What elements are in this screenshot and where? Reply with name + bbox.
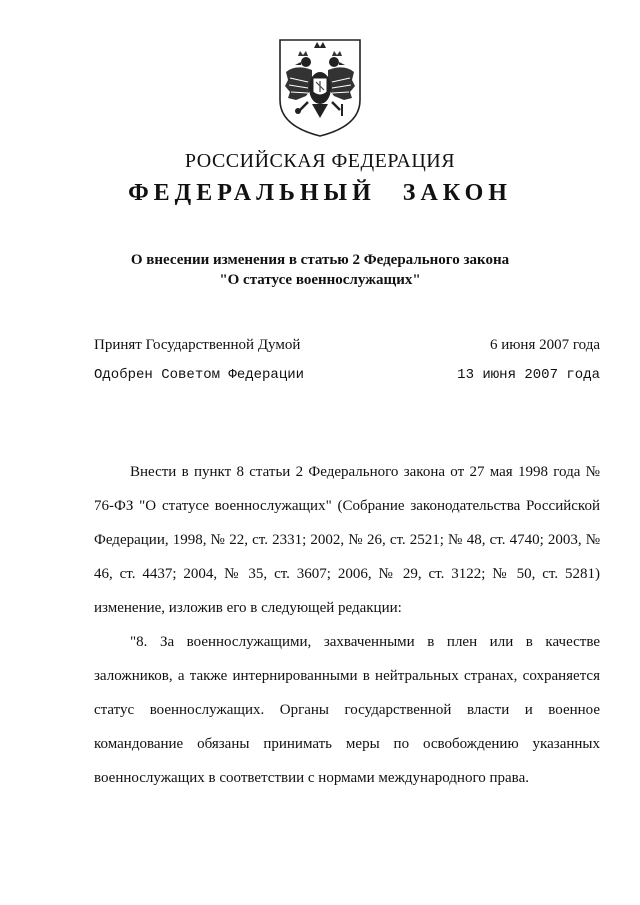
duma-adoption-date: 6 июня 2007 года — [489, 337, 600, 353]
law-subject — [0, 250, 640, 290]
coat-of-arms-icon — [276, 38, 364, 138]
duma-adoption-label: Принят Государственной Думой — [94, 337, 301, 353]
council-approval-row — [94, 367, 600, 383]
duma-adoption-row — [94, 337, 600, 354]
country-name: РОССИЙСКАЯ ФЕДЕРАЦИЯ — [184, 150, 456, 172]
subject-line-1: О внесении изменения в статью 2 Федерального закона — [130, 252, 510, 268]
law-type-title: ФЕДЕРАЛЬНЫЙ ЗАКОН — [128, 180, 512, 206]
law-body — [94, 455, 600, 795]
council-approval-label: Одобрен Советом Федерации — [94, 367, 305, 383]
subject-line-2: "О статусе военнослужащих" — [219, 272, 421, 288]
body-paragraph-2: "8. За военнослужащими, захваченными в плен или в качестве заложников, а также интернированными в нейтральных странах, сохраняется статус военнослужащих. Органы государственной власти и военное командование обязаны принимать меры по освобождению указанных военнослужащих в соответствии с нормами международного права. — [94, 634, 600, 786]
body-paragraph-1: Внести в пункт 8 статьи 2 Федерального закона от 27 мая 1998 года № 76-ФЗ "О статусе военнослужащих" (Собрание законодательства Российской Федерации, 1998, № 22, ст. 2331; 2002, № 26, ст. 2521; № 48, ст. 4740; 2003, № 46, ст. 4437; 2004, № 35, ст. 3607; 2006, № 29, ст. 3122; № 50, ст. 5281) изменение, изложив его в следующей редакции: — [94, 464, 600, 616]
council-approval-date: 13 июня 2007 года — [457, 367, 600, 383]
